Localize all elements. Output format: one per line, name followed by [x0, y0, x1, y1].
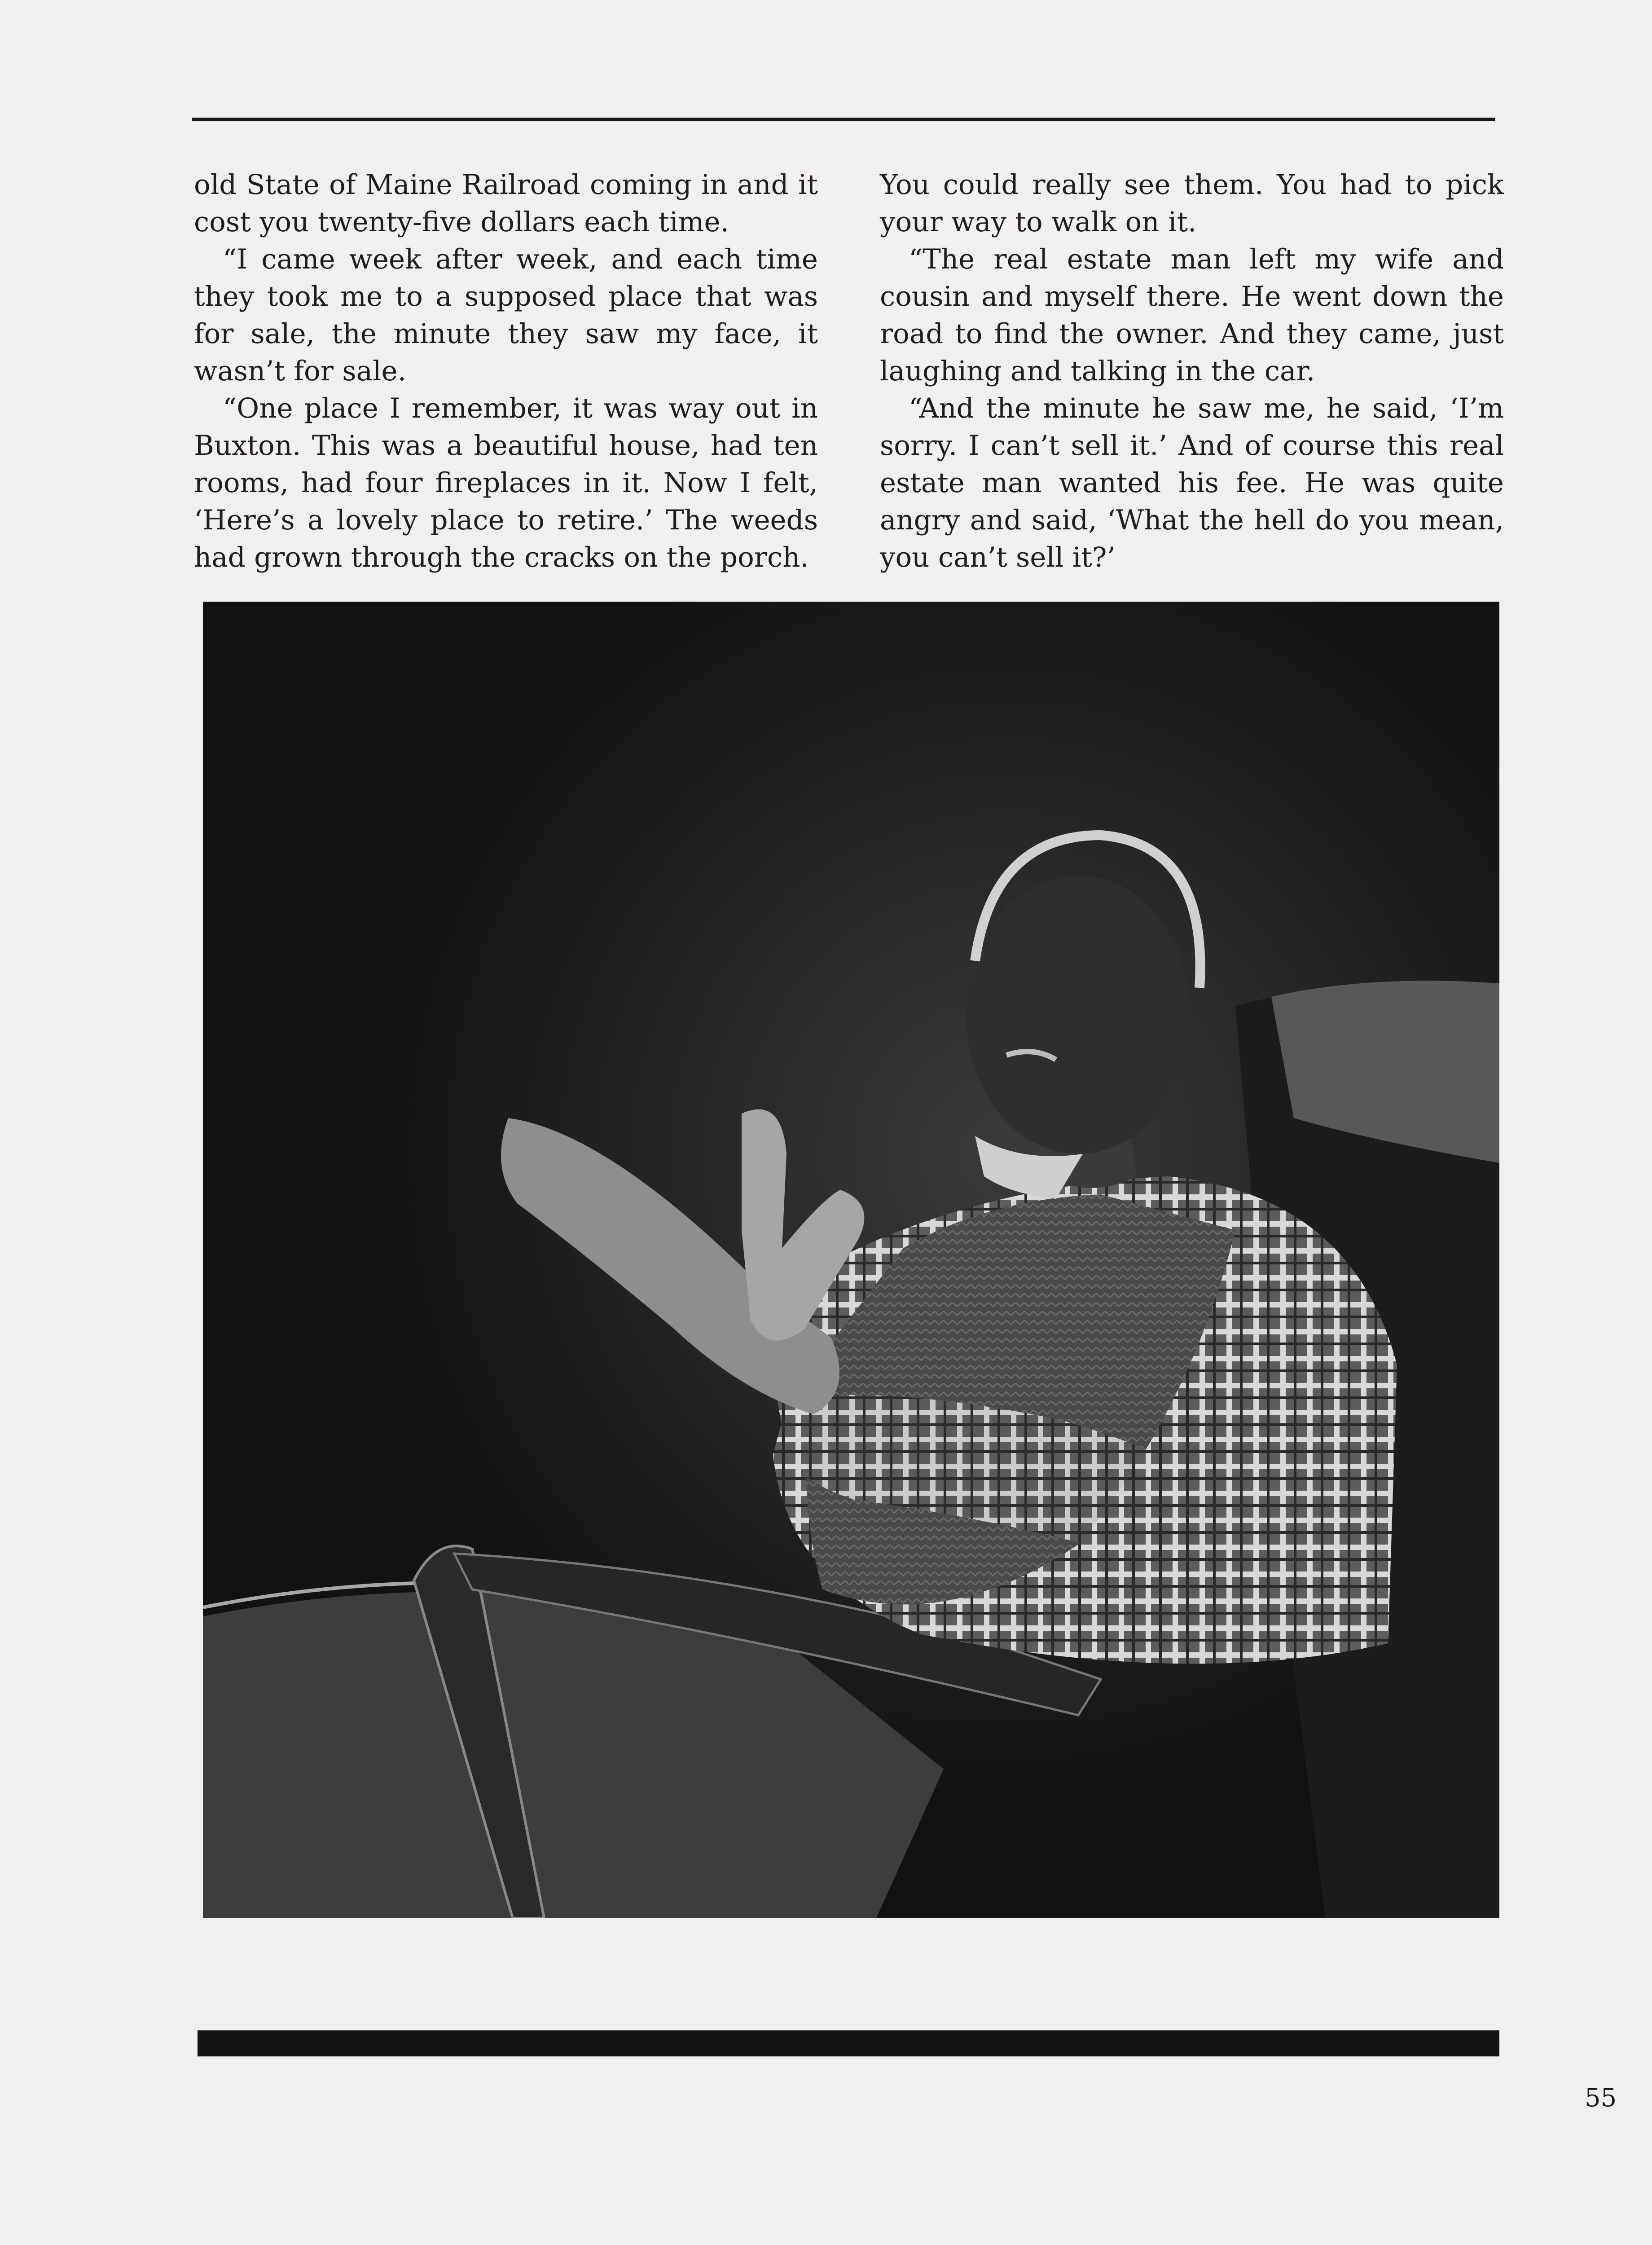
- right-paragraph-1: You could really see them. You had to pick your way to walk on it.: [880, 169, 1504, 238]
- right-paragraph-2: “The real estate man left my wife and cousin and myself there. He went down the road to find the owner. And they came, just laughing and talking in the car.: [880, 243, 1504, 387]
- portrait-photo: [203, 602, 1499, 1918]
- right-paragraph-3: “And the minute he saw me, he said, ‘I’m sorry. I can’t sell it.’ And of course this real estate man wanted his fee. He was quite angry and said, ‘What the hell do you mean, you can’t sell it?’: [880, 392, 1504, 573]
- right-text-column: [880, 166, 1504, 576]
- left-paragraph-2: “I came week after week, and each time they took me to a supposed place that was for sale, the minute they saw my face, it wasn’t for sale.: [194, 243, 818, 387]
- portrait-photo-illustration: [203, 602, 1499, 1918]
- bottom-bar: [198, 2030, 1499, 2056]
- top-rule: [192, 118, 1495, 121]
- left-text-column: [194, 166, 818, 576]
- left-paragraph-1: old State of Maine Railroad coming in and it cost you twenty-five dollars each time.: [194, 169, 818, 238]
- page-number: 55: [1585, 2083, 1617, 2113]
- left-paragraph-3: “One place I remember, it was way out in Buxton. This was a beautiful house, had ten rooms, had four fireplaces in it. Now I felt, ‘Here’s a lovely place to retire.’ The weeds had grown through the cracks on the porch.: [194, 392, 818, 573]
- head: [966, 876, 1191, 1154]
